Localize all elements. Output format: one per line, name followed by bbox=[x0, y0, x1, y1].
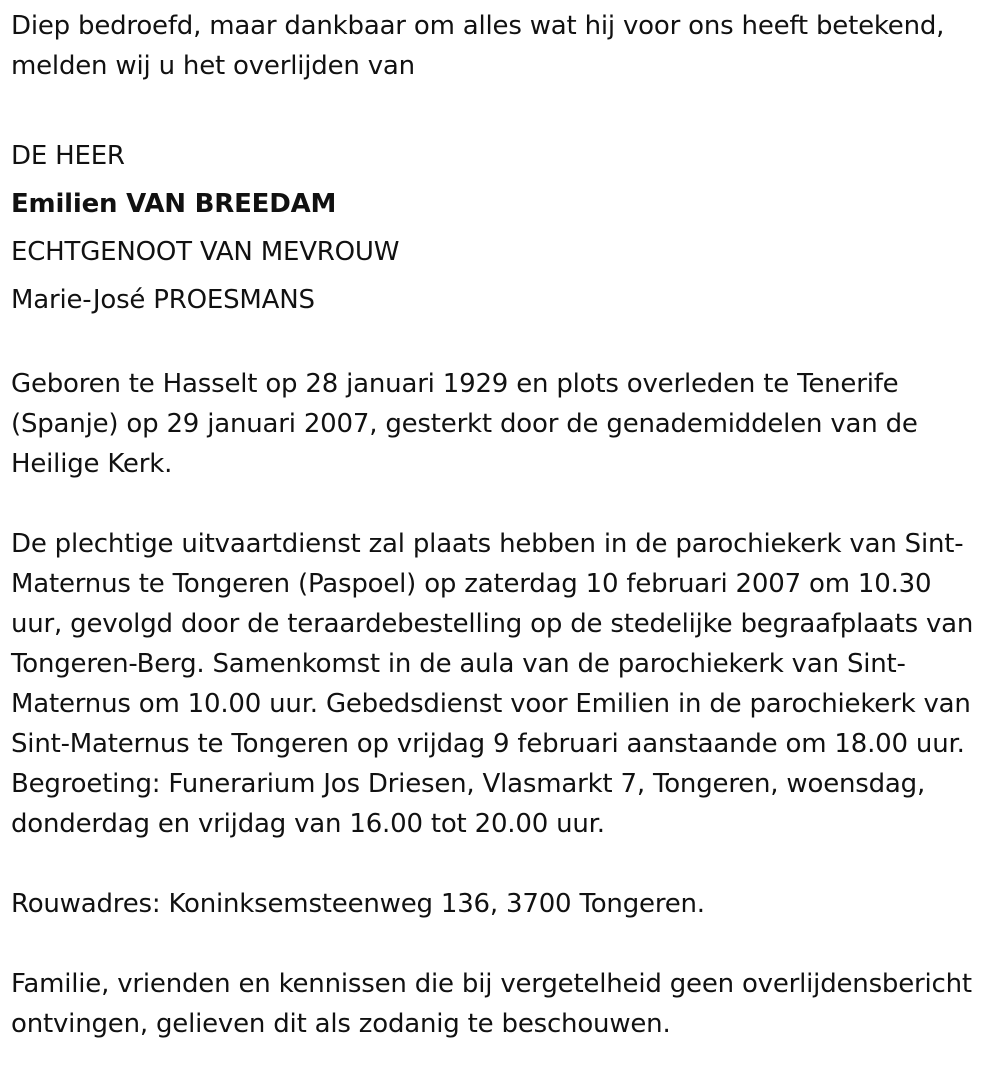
ceremony-paragraph: De plechtige uitvaartdienst zal plaats hebben in de parochiekerk van Sint-Maternus te Tongeren (Paspoel) op zaterdag 10 februari 2007 om 10.30 uur, gevolgd door de teraardebestelling op de stedelijke begraafplaats van Tongeren-Berg. Samenkomst in de aula van de parochiekerk van Sint-Maternus om 10.00 uur. Gebedsdienst voor Emilien in de parochiekerk van Sint-Maternus te Tongeren op vrijdag 9 februari aanstaande om 18.00 uur. Begroeting: Funerarium Jos Driesen, Vlasmarkt 7, Tongeren, woensdag, donderdag en vrijdag van 16.00 tot 20.00 uur. bbox=[11, 529, 974, 839]
birth-death-paragraph: Geboren te Hasselt op 28 januari 1929 en plots overleden te Tenerife (Spanje) op 29 januari 2007, gesterkt door de genademiddelen van de Heilige Kerk. bbox=[11, 369, 918, 479]
intro-paragraph: Diep bedroefd, maar dankbaar om alles wat hij voor ons heeft betekend, melden wij u het overlijden van bbox=[11, 11, 945, 81]
closing-paragraph: Familie, vrienden en kennissen die bij vergetelheid geen overlijdensbericht ontvingen, gelieven dit als zodanig te beschouwen. bbox=[11, 969, 972, 1039]
title-prefix: DE HEER bbox=[11, 141, 125, 171]
spouse-label: ECHTGENOOT VAN MEVROUW bbox=[11, 237, 400, 267]
spacer bbox=[11, 86, 980, 126]
mourning-address: Rouwadres: Koninksemsteenweg 136, 3700 Tongeren. bbox=[11, 889, 705, 919]
spacer bbox=[11, 324, 980, 364]
deceased-name: Emilien VAN BREEDAM bbox=[11, 189, 337, 219]
spacer bbox=[11, 924, 980, 964]
spacer bbox=[11, 844, 980, 884]
spouse-name: Marie-José PROESMANS bbox=[11, 285, 315, 315]
spacer bbox=[11, 484, 980, 524]
